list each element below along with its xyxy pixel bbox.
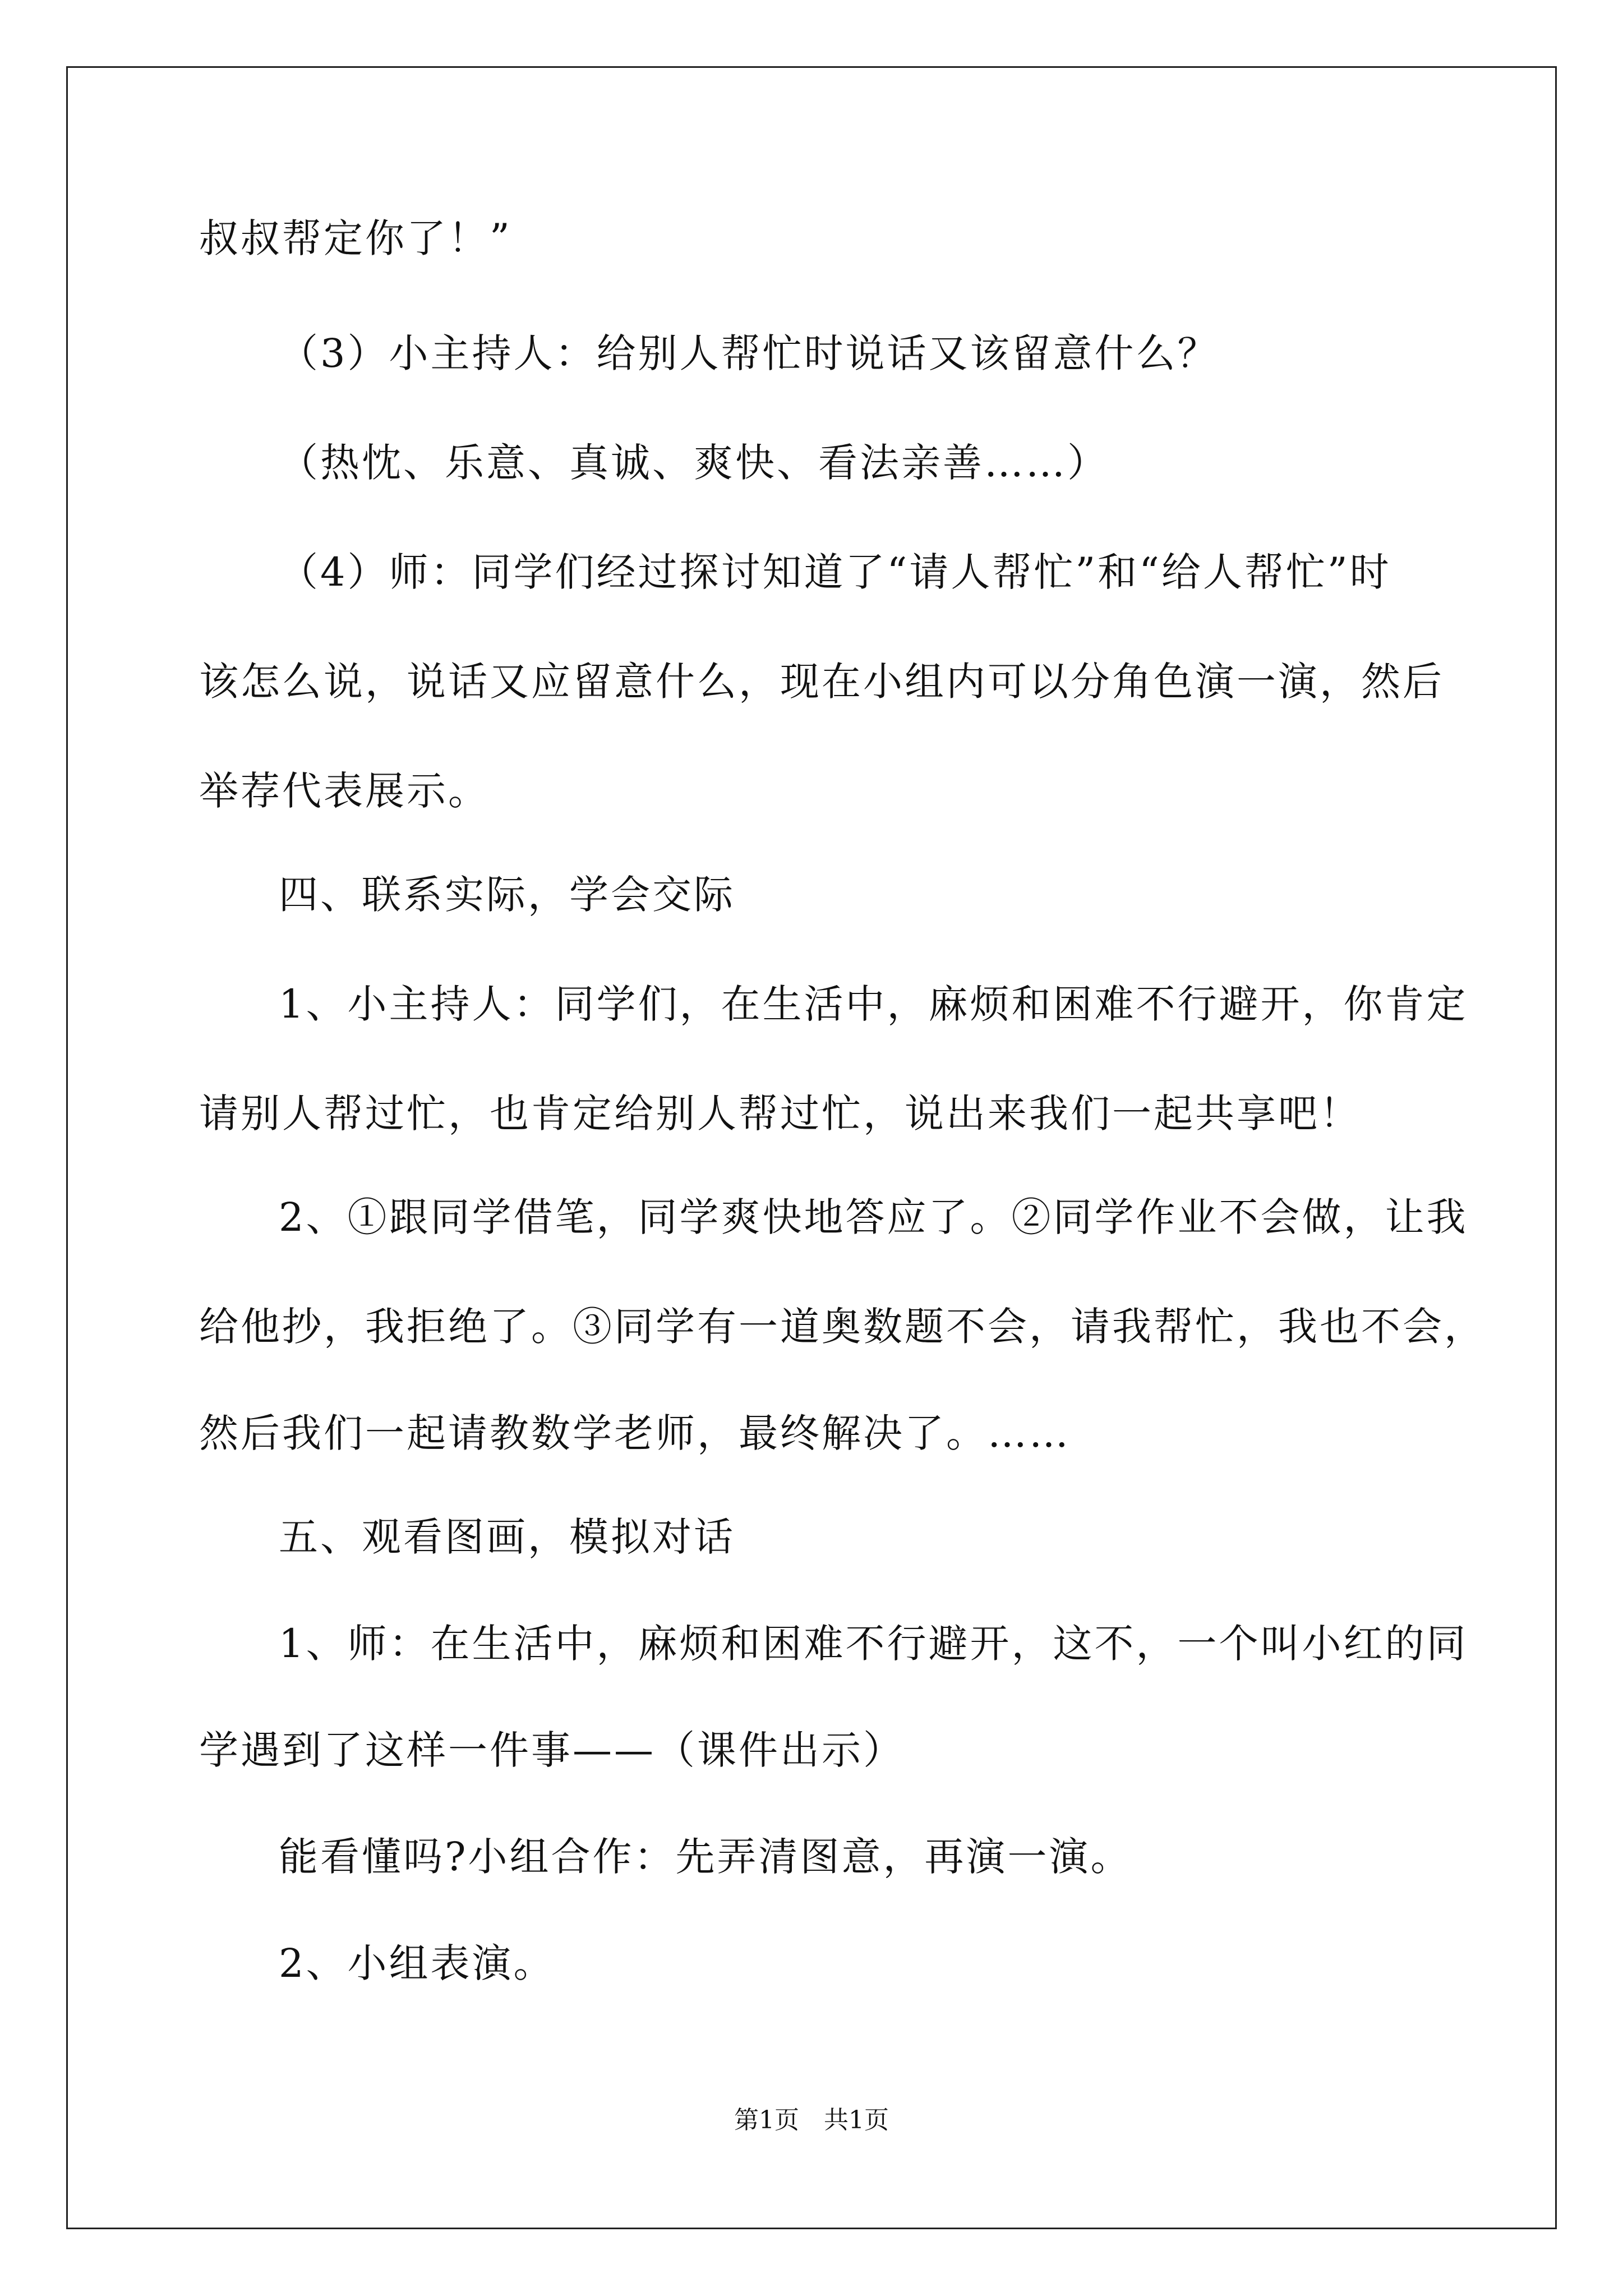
text-line-12: 然后我们一起请教数学老师，最终解决了。…… <box>199 1410 1071 1456</box>
section-heading-4: 四、联系实际，学会交际 <box>279 872 735 918</box>
text-line-5: 该怎么说，说话又应留意什么，现在小组内可以分角色演一演，然后 <box>199 659 1444 705</box>
text-line-15: 学遇到了这样一件事——（课件出示） <box>199 1727 905 1773</box>
text-line-8: 1、小主持人：同学们，在生活中，麻烦和困难不行避开，你肯定 <box>279 981 1468 1027</box>
text-line-14: 1、师：在生活中，麻烦和困难不行避开，这不，一个叫小红的同 <box>279 1621 1468 1667</box>
page-border <box>66 66 1557 2229</box>
section-heading-5: 五、观看图画，模拟对话 <box>279 1514 735 1560</box>
text-line-6: 举荐代表展示。 <box>199 768 490 814</box>
text-line-16: 能看懂吗?小组合作：先弄清图意，再演一演。 <box>279 1834 1132 1880</box>
text-line-11: 给他抄，我拒绝了。③同学有一道奥数题不会，请我帮忙，我也不会， <box>199 1304 1486 1350</box>
text-line-4: （4）师：同学们经过探讨知道了“请人帮忙”和“给人帮忙”时 <box>279 549 1391 595</box>
page-footer: 第1页 共1页 <box>734 2106 889 2134</box>
text-line-1: 叔叔帮定你了！” <box>199 215 512 261</box>
text-line-9: 请别人帮过忙，也肯定给别人帮过忙，说出来我们一起共享吧！ <box>199 1091 1361 1137</box>
text-line-10: 2、①跟同学借笔，同学爽快地答应了。②同学作业不会做，让我 <box>279 1194 1468 1240</box>
text-line-17: 2、小组表演。 <box>279 1940 555 1986</box>
text-line-2: （3）小主持人：给别人帮忙时说话又该留意什么？ <box>279 330 1219 376</box>
text-line-3: （热忱、乐意、真诚、爽快、看法亲善……） <box>279 440 1109 486</box>
